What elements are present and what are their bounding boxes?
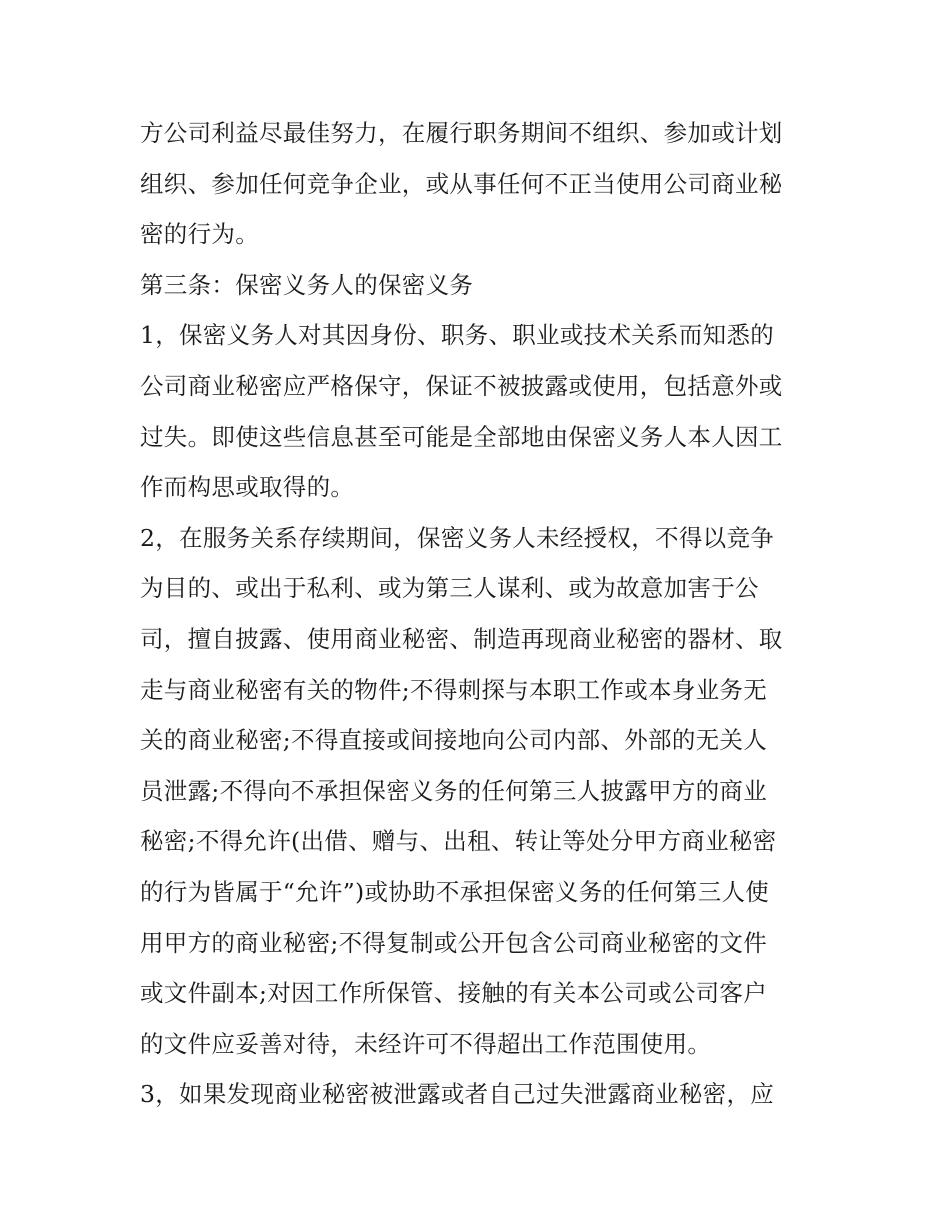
text-line: 或文件副本;对因工作所保管、接触的有关本公司或公司客户 <box>140 979 768 1008</box>
text-line: 司，擅自披露、使用商业秘密、制造再现商业秘密的器材、取 <box>140 624 783 653</box>
text-line: 作而构思或取得的。 <box>140 473 355 502</box>
section-heading: 第三条：保密义务人的保密义务 <box>140 270 474 299</box>
text-line: 员泄露;不得向不承担保密义务的任何第三人披露甲方的商业 <box>140 776 768 805</box>
text-line: 的文件应妥善对待，未经许可不得超出工作范围使用。 <box>140 1029 712 1058</box>
text-line: 3，如果发现商业秘密被泄露或者自己过失泄露商业秘密，应 <box>140 1080 775 1109</box>
text-line: 1，保密义务人对其因身份、职务、职业或技术关系而知悉的 <box>140 321 775 350</box>
text-line: 用甲方的商业秘密;不得复制或公开包含公司商业秘密的文件 <box>140 928 768 957</box>
text-line: 的行为皆属于“允许”)或协助不承担保密义务的任何第三人使 <box>140 877 770 906</box>
text-line: 秘密;不得允许(出借、赠与、出租、转让等处分甲方商业秘密 <box>140 827 777 856</box>
text-line: 组织、参加任何竞争企业，或从事任何不正当使用公司商业秘 <box>140 169 783 198</box>
text-line: 为目的、或出于私利、或为第三人谋利、或为故意加害于公 <box>140 574 759 603</box>
text-line: 过失。即使这些信息甚至可能是全部地由保密义务人本人因工 <box>140 422 783 451</box>
document-body <box>140 108 820 1120</box>
text-line: 公司商业秘密应严格保守，保证不被披露或使用，包括意外或 <box>140 371 783 400</box>
text-line: 密的行为。 <box>140 220 259 249</box>
text-line: 关的商业秘密;不得直接或间接地向公司内部、外部的无关人 <box>140 726 768 755</box>
text-line: 走与商业秘密有关的物件;不得刺探与本职工作或本身业务无 <box>140 675 768 704</box>
text-line: 方公司利益尽最佳努力，在履行职务期间不组织、参加或计划 <box>140 119 783 147</box>
text-line: 2，在服务关系存续期间，保密义务人未经授权，不得以竞争 <box>140 523 775 552</box>
